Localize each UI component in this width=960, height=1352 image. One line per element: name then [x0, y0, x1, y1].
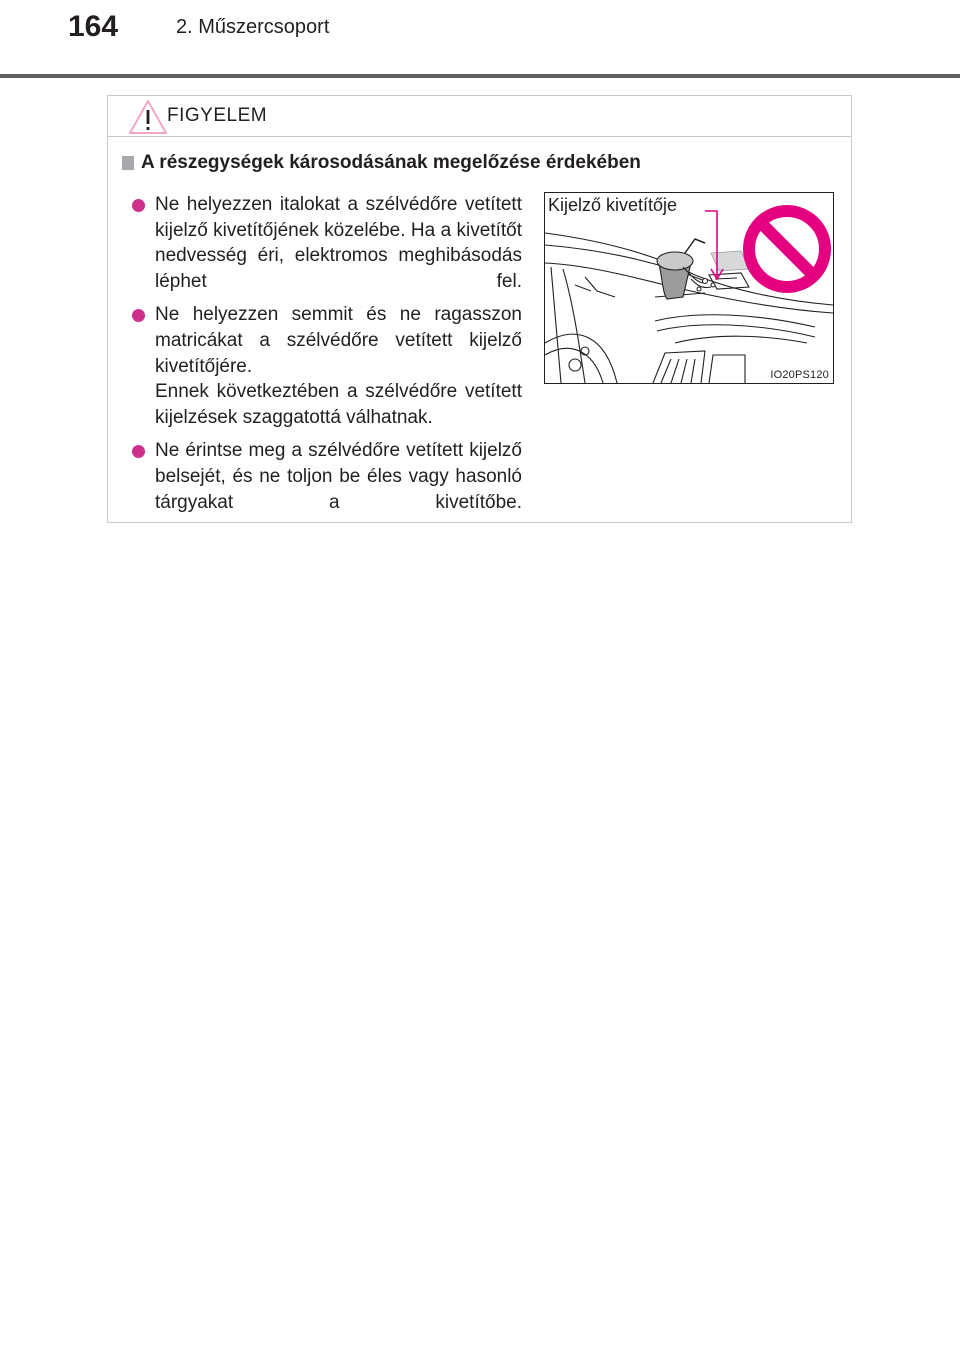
page-header: [0, 0, 960, 80]
list-item: [132, 438, 522, 515]
caution-box: [107, 95, 852, 523]
list-item: [132, 192, 522, 294]
prohibited-icon: [749, 211, 825, 287]
figure-code: IO20PS120: [770, 369, 829, 381]
figure-illustration: [544, 192, 834, 384]
caution-heading-text: A részegységek károsodásának megelőzése érdekében: [141, 152, 641, 173]
figure-callout: Kijelző kivetítője: [548, 195, 678, 215]
warning-triangle-icon: [128, 99, 168, 135]
dashboard-illustration: [545, 193, 833, 383]
caution-label: FIGYELEM: [167, 105, 268, 126]
caution-header: [108, 96, 851, 137]
bullet-dot-icon: [132, 199, 145, 212]
bullet-dot-icon: [132, 445, 145, 458]
bullet-text: Ne helyezzen italokat a szélvédőre vetített kijelző kivetítőjének közelébe. Ha a kivetítőt nedvesség éri, elektromos meghibásodás léphet fel.: [155, 194, 522, 292]
bullet-dot-icon: [132, 309, 145, 322]
caution-bullets: [132, 192, 522, 523]
list-item: [132, 302, 522, 430]
square-bullet-icon: [122, 156, 134, 170]
bullet-text: Ne helyezzen semmit és ne ragasszon matricákat a szélvédőre vetített kijelző kivetítőjére.: [155, 304, 522, 377]
section-title: 2. Műszercsoport: [176, 16, 330, 38]
header-rule: [0, 74, 960, 78]
page-number: 164: [68, 10, 119, 43]
bullet-text: Ennek következtében a szélvédőre vetített kijelzések szaggatottá válhatnak.: [155, 381, 522, 428]
caution-heading: [122, 152, 641, 174]
bullet-text: Ne érintse meg a szélvédőre vetített kijelző belsejét, és ne toljon be éles vagy hasonló tárgyakat a kivetítőbe.: [155, 440, 522, 513]
